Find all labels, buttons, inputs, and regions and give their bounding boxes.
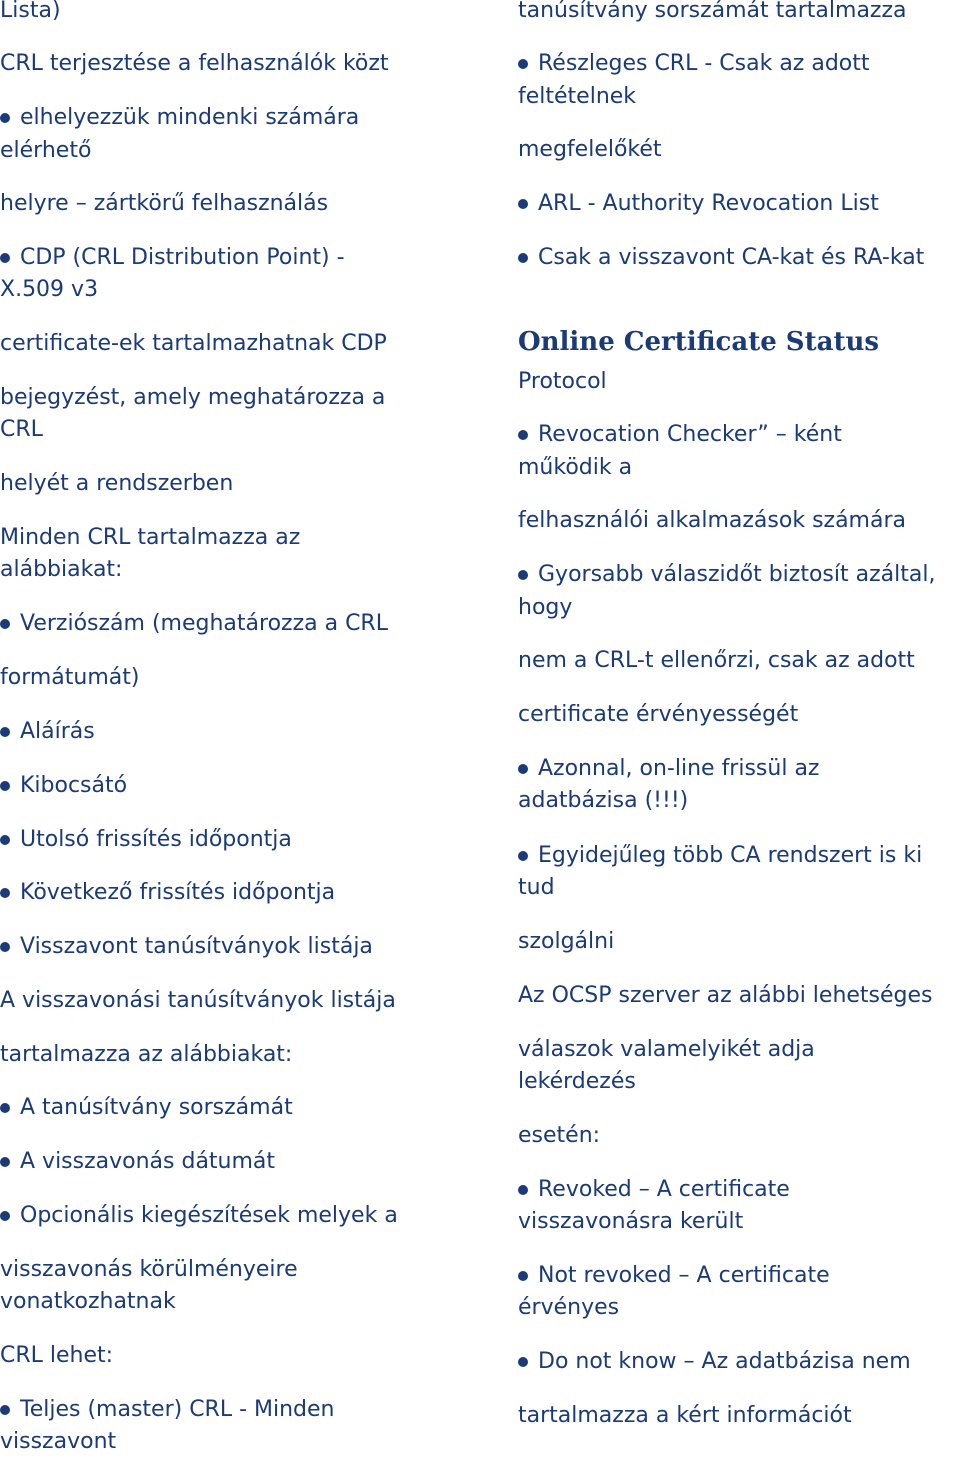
bullet-dot-icon bbox=[0, 253, 10, 263]
bullet-dot-icon bbox=[0, 113, 10, 123]
text-line bbox=[0, 188, 328, 220]
bullet-dot-icon bbox=[0, 888, 10, 898]
bullet-line bbox=[0, 1092, 293, 1124]
bullet-line bbox=[518, 1260, 830, 1292]
bullet-line bbox=[0, 877, 335, 909]
bullet-dot-icon bbox=[0, 1157, 10, 1167]
text-line bbox=[0, 468, 233, 500]
line-text: bejegyzést, amely meghatározza a bbox=[0, 385, 386, 410]
bullet-dot-icon bbox=[518, 570, 528, 580]
line-text: A visszavonási tanúsítványok listája bbox=[0, 988, 396, 1013]
text-line bbox=[518, 1400, 852, 1432]
line-text: Utolsó frissítés időpontja bbox=[20, 827, 292, 852]
line-text: visszavont bbox=[0, 1429, 117, 1454]
bullet-line bbox=[0, 102, 359, 134]
line-text: Csak a visszavont CA-kat és RA-kat bbox=[538, 245, 925, 270]
line-text: Revocation Checker” – ként bbox=[538, 422, 842, 447]
bullet-dot-icon bbox=[518, 1271, 528, 1281]
line-text: visszavonás körülményeire bbox=[0, 1257, 298, 1282]
line-text: CRL bbox=[0, 417, 43, 442]
text-line bbox=[0, 1254, 298, 1286]
bullet-dot-icon bbox=[518, 764, 528, 774]
bullet-line bbox=[0, 1200, 398, 1232]
text-line bbox=[518, 452, 632, 484]
bullet-line bbox=[0, 608, 388, 640]
line-text: Revoked – A certificate bbox=[538, 1177, 790, 1202]
line-text: visszavonásra került bbox=[518, 1209, 744, 1234]
line-text: Kibocsátó bbox=[20, 773, 128, 798]
text-line bbox=[0, 1039, 292, 1071]
line-text: adatbázisa (!!!) bbox=[518, 788, 689, 813]
line-text: CRL lehet: bbox=[0, 1343, 114, 1368]
text-line bbox=[0, 414, 43, 446]
text-line bbox=[0, 382, 385, 414]
line-text: tartalmazza a kért információt bbox=[518, 1403, 852, 1428]
bullet-dot-icon bbox=[0, 1211, 10, 1221]
bullet-dot-icon bbox=[0, 781, 10, 791]
line-text: Visszavont tanúsítványok listája bbox=[20, 934, 373, 959]
line-text: felhasználói alkalmazások számára bbox=[518, 508, 906, 533]
line-text: Minden CRL tartalmazza az bbox=[0, 525, 301, 550]
line-text: Részleges CRL - Csak az adott bbox=[538, 51, 870, 76]
line-text: Gyorsabb válaszidőt biztosít azáltal, bbox=[538, 562, 936, 587]
text-line bbox=[518, 592, 572, 624]
line-text: Verziószám (meghatározza a CRL bbox=[20, 611, 388, 636]
text-line bbox=[518, 872, 555, 904]
text-line bbox=[0, 1340, 113, 1372]
line-text: tanúsítvány sorszámát tartalmazza bbox=[518, 0, 907, 23]
bullet-dot-icon bbox=[518, 253, 528, 263]
line-text: A visszavonás dátumát bbox=[20, 1149, 276, 1174]
line-text: Do not know – Az adatbázisa nem bbox=[538, 1349, 911, 1374]
bullet-line bbox=[518, 1346, 911, 1378]
bullet-dot-icon bbox=[0, 619, 10, 629]
text-line bbox=[518, 1066, 636, 1098]
line-text: ARL - Authority Revocation List bbox=[538, 191, 879, 216]
text-line bbox=[0, 985, 396, 1017]
text-line bbox=[518, 645, 915, 677]
bullet-line bbox=[518, 753, 819, 785]
bullet-dot-icon bbox=[518, 430, 528, 440]
line-text: feltételnek bbox=[518, 84, 637, 109]
text-line bbox=[518, 1034, 815, 1066]
line-text: érvényes bbox=[518, 1295, 620, 1320]
line-text: X.509 v3 bbox=[0, 277, 99, 302]
bullet-dot-icon bbox=[0, 1103, 10, 1113]
bullet-line bbox=[518, 559, 935, 591]
text-line bbox=[0, 48, 389, 80]
line-text: Az OCSP szerver az alábbi lehetséges bbox=[518, 983, 933, 1008]
bullet-line bbox=[518, 48, 870, 80]
text-line bbox=[518, 980, 933, 1012]
text-line bbox=[0, 1286, 176, 1318]
line-text: Lista) bbox=[0, 0, 61, 23]
line-text: esetén: bbox=[518, 1123, 601, 1148]
bullet-line bbox=[518, 840, 922, 872]
bullet-line bbox=[0, 1394, 335, 1426]
line-text: válaszok valamelyikét adja bbox=[518, 1037, 815, 1062]
line-text: elérhető bbox=[0, 138, 92, 163]
bullet-dot-icon bbox=[518, 1357, 528, 1367]
line-text: Következő frissítés időpontja bbox=[20, 880, 336, 905]
line-text: tartalmazza az alábbiakat: bbox=[0, 1042, 293, 1067]
text-line bbox=[0, 554, 122, 586]
text-line bbox=[518, 1120, 600, 1152]
line-text: CRL terjesztése a felhasználók közt bbox=[0, 51, 389, 76]
text-line bbox=[518, 699, 798, 731]
bullet-line bbox=[0, 242, 345, 274]
text-line bbox=[518, 785, 688, 817]
text-line bbox=[518, 81, 636, 113]
line-text: tud bbox=[518, 875, 555, 900]
line-text: certificate érvényességét bbox=[518, 702, 799, 727]
line-text: Azonnal, on-line frissül az bbox=[538, 756, 820, 781]
line-text: szolgálni bbox=[518, 929, 615, 954]
bullet-line bbox=[518, 419, 842, 451]
text-line bbox=[0, 522, 300, 554]
text-line bbox=[518, 1206, 743, 1238]
bullet-line bbox=[518, 188, 879, 220]
text-line bbox=[518, 366, 607, 398]
line-text: formátumát) bbox=[0, 665, 140, 690]
line-text: alábbiakat: bbox=[0, 557, 123, 582]
line-text: hogy bbox=[518, 595, 573, 620]
line-text: lekérdezés bbox=[518, 1069, 636, 1094]
line-text: Egyidejűleg több CA rendszert is ki bbox=[538, 843, 923, 868]
bullet-dot-icon bbox=[0, 835, 10, 845]
line-text: Not revoked – A certificate bbox=[538, 1263, 830, 1288]
line-text: Online Certificate Status bbox=[518, 327, 879, 357]
bullet-line bbox=[518, 1174, 790, 1206]
line-text: certificate-ek tartalmazhatnak CDP bbox=[0, 331, 387, 356]
line-text: elhelyezzük mindenki számára bbox=[20, 105, 360, 130]
bullet-dot-icon bbox=[0, 1405, 10, 1415]
line-text: helyre – zártkörű felhasználás bbox=[0, 191, 329, 216]
bullet-line bbox=[518, 242, 924, 274]
bullet-dot-icon bbox=[518, 59, 528, 69]
line-text: megfelelőkét bbox=[518, 137, 662, 162]
line-text: helyét a rendszerben bbox=[0, 471, 234, 496]
text-line bbox=[518, 926, 614, 958]
text-line bbox=[0, 274, 98, 306]
line-text: Teljes (master) CRL - Minden bbox=[20, 1397, 335, 1422]
text-line bbox=[0, 135, 91, 167]
bullet-dot-icon bbox=[0, 727, 10, 737]
bullet-line bbox=[0, 824, 292, 856]
line-text: CDP (CRL Distribution Point) - bbox=[20, 245, 345, 270]
bullet-dot-icon bbox=[518, 199, 528, 209]
text-line bbox=[518, 0, 907, 27]
text-line bbox=[0, 0, 61, 27]
bullet-line bbox=[0, 716, 95, 748]
bullet-dot-icon bbox=[0, 942, 10, 952]
line-text: Opcionális kiegészítések melyek a bbox=[20, 1203, 398, 1228]
text-line bbox=[0, 328, 387, 360]
line-text: nem a CRL-t ellenőrzi, csak az adott bbox=[518, 648, 915, 673]
bullet-line bbox=[0, 770, 127, 802]
bullet-line bbox=[0, 931, 373, 963]
text-line bbox=[518, 505, 906, 537]
bullet-dot-icon bbox=[518, 851, 528, 861]
text-line bbox=[518, 134, 662, 166]
line-text: működik a bbox=[518, 455, 633, 480]
section-heading bbox=[518, 326, 879, 360]
line-text: Protocol bbox=[518, 369, 607, 394]
line-text: Aláírás bbox=[20, 719, 95, 744]
line-text: A tanúsítvány sorszámát bbox=[20, 1095, 293, 1120]
line-text: vonatkozhatnak bbox=[0, 1289, 176, 1314]
bullet-line bbox=[0, 1146, 275, 1178]
bullet-dot-icon bbox=[518, 1185, 528, 1195]
text-line bbox=[518, 1292, 619, 1324]
text-line bbox=[0, 662, 139, 694]
text-line bbox=[0, 1426, 116, 1458]
